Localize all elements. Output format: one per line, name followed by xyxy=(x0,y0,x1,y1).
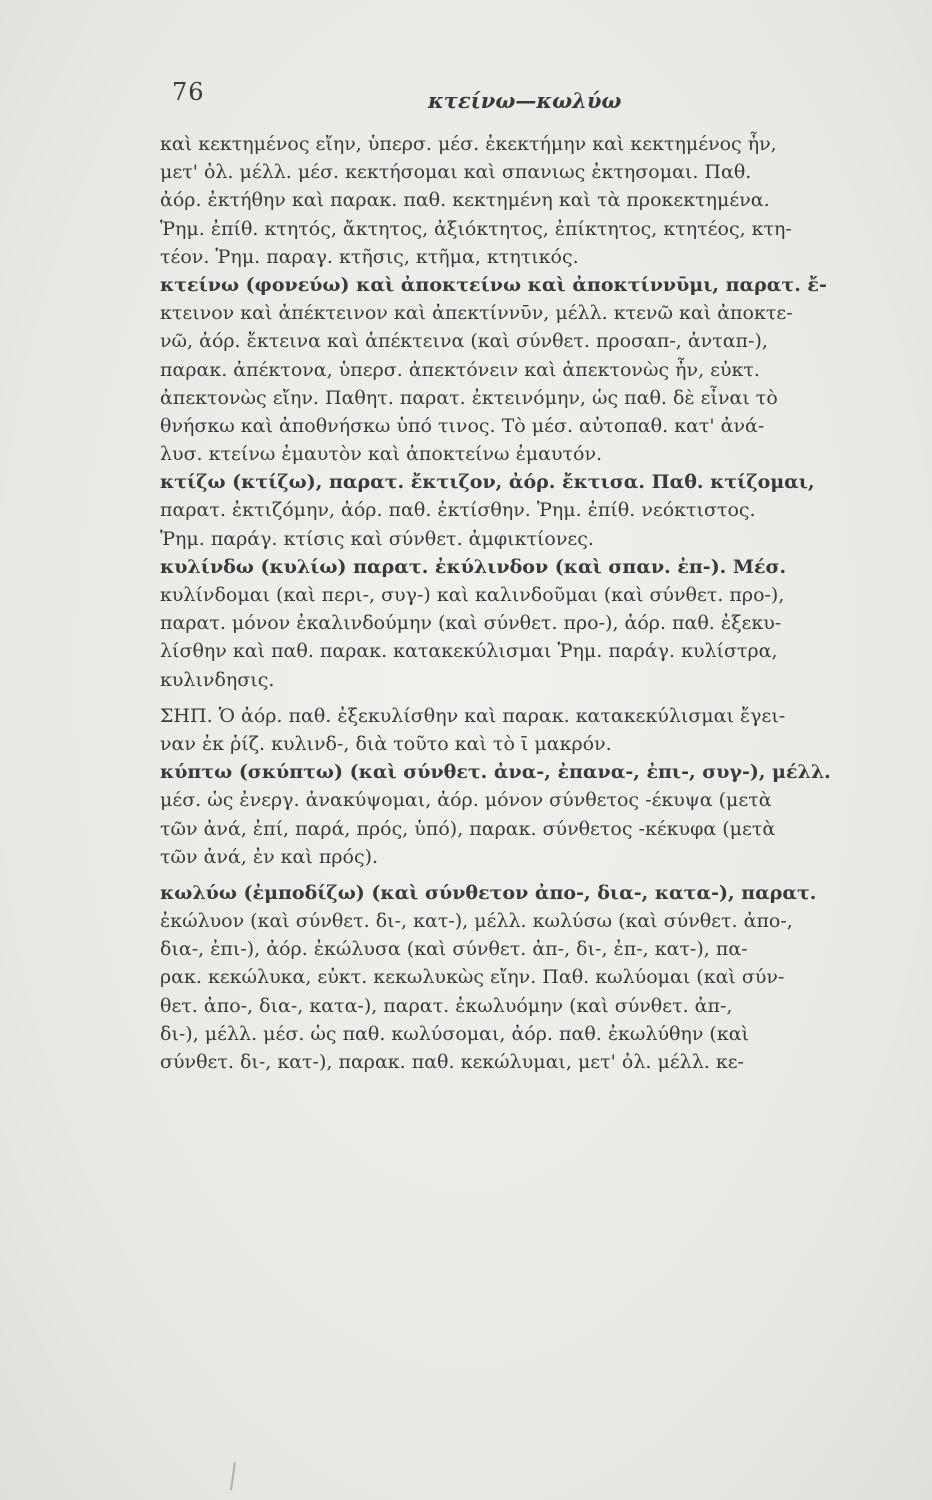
text-line: θνήσκω καὶ ἀποθνήσκω ὑπό τινος. Τὸ μέσ. αὐτοπαθ. κατ' ἀνά- xyxy=(160,414,765,437)
entry-head-line: κωλύω (ἐμποδίζω) (καὶ σύνθετον ἀπο-, δια-, κατα-), παρατ. xyxy=(160,881,817,904)
entry-head-line: κτίζω (κτίζω), παρατ. ἔκτιζον, ἀόρ. ἔκτισα. Παθ. κτίζομαι, xyxy=(160,471,815,494)
entry-head-line: κύπτω (σκύπτω) (καὶ σύνθετ. ἀνα-, ἐπανα-, ἐπι-, συγ-), μέλλ. xyxy=(160,761,831,784)
text-line: θετ. ἀπο-, δια-, κατα-), παρατ. ἐκωλυόμην (καὶ σύνθετ. ἀπ-, xyxy=(160,994,733,1017)
entry-head-line: κτείνω (φονεύω) καὶ ἀποκτείνω καὶ ἀποκτίννῡμι, παρατ. ἔ- xyxy=(160,273,827,296)
text-line: ρακ. κεκώλυκα, εὐκτ. κεκωλυκὼς εἴην. Παθ. κωλύομαι (καὶ σύν- xyxy=(160,966,785,989)
page-number: 76 xyxy=(172,78,205,106)
note-line: ΣΗΠ. Ὁ ἀόρ. παθ. ἐξεκυλίσθην καὶ παρακ. κατακεκύλισμαι ἔγει- xyxy=(160,704,786,727)
paper-speck xyxy=(230,1462,236,1490)
text-line: Ῥημ. ἐπίθ. κτητός, ἄκτητος, ἀξιόκτητος, ἐπίκτητος, κτητέος, κτη- xyxy=(160,217,792,240)
text-line: Ῥημ. παράγ. κτίσις καὶ σύνθετ. ἀμφικτίονες. xyxy=(160,527,594,550)
note-line: ναν ἐκ ῥίζ. κυλινδ-, διὰ τοῦτο καὶ τὸ ῑ μακρόν. xyxy=(160,732,612,755)
text-line: δια-, ἐπι-), ἀόρ. ἐκώλυσα (καὶ σύνθετ. ἀπ-, δι-, ἐπ-, κατ-), πα- xyxy=(160,938,748,961)
text-line: μετ' ὀλ. μέλλ. μέσ. κεκτήσομαι καὶ σπανιως ἐκτησομαι. Παθ. xyxy=(160,161,752,184)
text-line: δι-), μέλλ. μέσ. ὡς παθ. κωλύσομαι, ἀόρ. παθ. ἐκωλύθην (καὶ xyxy=(160,1022,749,1045)
text-line: μέσ. ὡς ἐνεργ. ἀνακύψομαι, ἀόρ. μόνον σύνθετος -έκυψα (μετὰ xyxy=(160,789,772,812)
text-line: κυλίνδομαι (καὶ περι-, συγ-) καὶ καλινδοῦμαι (καὶ σύνθετ. προ-), xyxy=(160,584,785,606)
text-line: παρατ. μόνον ἐκαλινδούμην (καὶ σύνθετ. προ-), ἀόρ. παθ. ἐξεκυ- xyxy=(160,612,782,635)
text-line: λίσθην καὶ παθ. παρακ. κατακεκύλισμαι Ῥημ. παράγ. κυλίστρα, xyxy=(160,640,778,663)
text-line: νῶ, ἀόρ. ἔκτεινα καὶ ἀπέκτεινα (καὶ σύνθετ. προσαπ-, ἀνταπ-), xyxy=(160,330,768,353)
text-line: κτεινον καὶ ἀπέκτεινον καὶ ἀπεκτίννῡν, μέλλ. κτενῶ καὶ ἀποκτε- xyxy=(160,302,793,325)
text-line: παρατ. ἐκτιζόμην, ἀόρ. παθ. ἐκτίσθην. Ῥημ. ἐπίθ. νεόκτιστος. xyxy=(160,499,756,522)
text-line: ἀόρ. ἐκτήθην καὶ παρακ. παθ. κεκτημένη καὶ τὰ προκεκτημένα. xyxy=(160,189,770,212)
entry-head-line: κυλίνδω (κυλίω) παρατ. ἐκύλινδον (καὶ σπαν. ἐπ-). Μέσ. xyxy=(160,555,787,578)
text-line: λυσ. κτείνω ἐμαυτὸν καὶ ἀποκτείνω ἐμαυτόν. xyxy=(160,443,603,466)
text-line: τῶν ἀνά, ἐπί, παρά, πρός, ὑπό), παρακ. σύνθετος -κέκυφα (μετὰ xyxy=(160,817,776,840)
text-line: σύνθετ. δι-, κατ-), παρακ. παθ. κεκώλυμαι, μετ' ὀλ. μέλλ. κε- xyxy=(160,1051,744,1073)
text-line: κυλινδησις. xyxy=(160,668,275,691)
running-head: κτείνω—κωλύω xyxy=(428,88,622,113)
text-line: ἐκώλυον (καὶ σύνθετ. δι-, κατ-), μέλλ. κωλύσω (καὶ σύνθετ. ἀπο-, xyxy=(160,910,793,933)
text-line: καὶ κεκτημένος εἴην, ὑπερσ. μέσ. ἐκεκτήμην καὶ κεκτημένος ἦν, xyxy=(160,133,777,155)
text-line: τῶν ἀνά, ἐν καὶ πρός). xyxy=(160,845,379,868)
text-line: ἀπεκτονὼς εἴην. Παθητ. παρατ. ἐκτεινόμην, ὡς παθ. δὲ εἶναι τὸ xyxy=(160,386,778,409)
text-line: τέον. Ῥημ. παραγ. κτῆσις, κτῆμα, κτητικός. xyxy=(160,245,579,268)
text-line: παρακ. ἀπέκτονα, ὑπερσ. ἀπεκτόνειν καὶ ἀπεκτονὼς ἦν, εὐκτ. xyxy=(160,358,760,381)
dictionary-text xyxy=(160,130,890,1076)
